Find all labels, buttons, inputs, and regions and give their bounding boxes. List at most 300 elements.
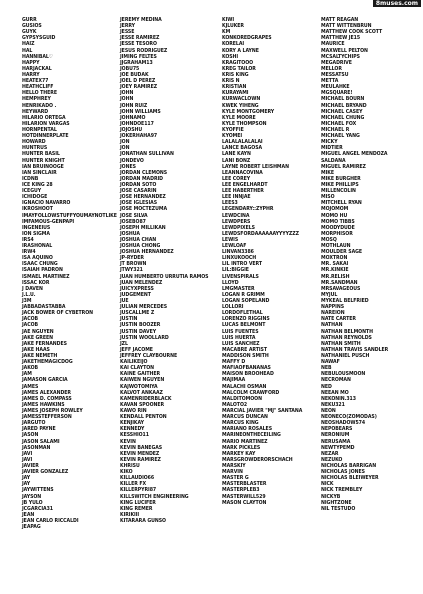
supporter-name: MIDTIER [321, 145, 343, 152]
supporter-name: JOE BUDAK [120, 71, 149, 78]
supporter-name: JP-RYDER [120, 255, 144, 262]
supporter-name: MOMO TIBBS [321, 218, 355, 225]
supporter-name: HUNTER BASIL [22, 151, 60, 158]
supporter-name: JAKE HAAS [22, 346, 50, 353]
supporter-name: JESUS RODRIGUEZ [120, 47, 168, 54]
supporter-name: JAVIER GONZALEZ [22, 469, 69, 476]
supporter-name: LOGAN R GRIMM [222, 291, 265, 298]
supporter-name: JCGARCIA31 [22, 505, 53, 512]
supporter-name: LANE KAYN [222, 151, 251, 158]
names-column-4 [321, 17, 388, 512]
supporter-name: NEEAN MO [321, 389, 349, 396]
supporter-name: MACABRE ARTIST [222, 346, 267, 353]
supporter-name: KAILIKEIJO [120, 359, 148, 366]
supporter-name: KILLAUDIO66 [120, 475, 155, 482]
supporter-name: IRASHONAL [22, 243, 53, 250]
supporter-name: JORDAN CLEMONS [120, 169, 168, 176]
supporter-name: JEREMY MEDINA [120, 17, 162, 23]
supporter-name: JESSE RAMIREZ [120, 35, 160, 42]
supporter-name: LEE ENGELHARDT [222, 181, 268, 188]
supporter-name: LEE INNJAE [222, 194, 251, 201]
supporter-name: ISSAC KOR [22, 279, 50, 286]
supporter-name: LEES3 [222, 200, 238, 207]
supporter-name: JOJOSHU [120, 126, 143, 133]
supporter-name: KALVOT ANKAAZ [120, 389, 163, 396]
supporter-name: J DAVEN [22, 285, 43, 292]
supporter-name: JERRY [120, 23, 135, 30]
supporter-name: ICHIDOGE [22, 194, 48, 201]
supporter-name: MALCOLM CRAWFORD [222, 389, 280, 396]
supporter-name: MGSQUARE! [321, 90, 353, 97]
supporter-name: NEONECO(ZOMODAS) [321, 414, 377, 421]
supporter-name: METTA [321, 78, 339, 85]
supporter-name: IRS4 [22, 236, 34, 243]
supporter-name: MEGADRIVE [321, 59, 352, 66]
supporter-name: MARSKIY [222, 462, 246, 469]
supporter-name: KOSHI [222, 53, 239, 60]
supporter-name: NAWAF [321, 359, 340, 366]
supporter-name: JAMES ALEXANDER [22, 389, 71, 396]
supporter-name: JON [120, 139, 130, 146]
supporter-name: NICHOLAS JONES [321, 469, 365, 476]
supporter-name: MATT WITTENBRUN [321, 23, 372, 30]
supporter-name: MICHAEL CHUNG [321, 114, 365, 121]
supporter-name: JARED PAYNE [22, 426, 56, 433]
supporter-name: ISMAEL MARTINEZ [22, 273, 70, 280]
names-column-3 [222, 17, 302, 506]
supporter-name: KJLUKER [222, 23, 244, 30]
supporter-name: NERUSAMA [321, 438, 351, 445]
supporter-name: MOTHLAUN [321, 243, 351, 250]
supporter-name: JUSTIN BOOZER [120, 322, 161, 329]
supporter-name: JORDAN MADRID [120, 175, 164, 182]
supporter-name: ICEGUY [22, 188, 42, 195]
supporter-name: KYLE THOMPSON [222, 120, 267, 127]
supporter-name: J.L.U. [22, 291, 36, 298]
supporter-name: MEULAHKE [321, 84, 350, 91]
supporter-name: KING REMER [120, 505, 153, 512]
supporter-name: MARKEY KAY [222, 450, 256, 457]
watermark-badge: 8muses.com [373, 0, 421, 7]
supporter-name: JOKERHAHA97 [120, 133, 158, 140]
supporter-name: MARINEONTHECEILING [222, 432, 281, 439]
supporter-name: KAI CLAYTON [120, 365, 154, 372]
supporter-name: NATHAN [321, 322, 343, 329]
supporter-name: GURR [22, 17, 37, 23]
supporter-name: JOSHUA CHONG [120, 243, 161, 250]
supporter-name: HUNTER KNIGHT [22, 157, 65, 164]
supporter-name: KAVAN SPOONER [120, 401, 165, 408]
supporter-name: JAYSON [22, 493, 42, 500]
supporter-name: JON [120, 145, 130, 152]
supporter-name: HELLO THERE [22, 90, 57, 97]
supporter-name: MOXTRON [321, 255, 348, 262]
supporter-name: MAJIMAA [222, 377, 246, 384]
supporter-name: MISO [321, 194, 335, 201]
supporter-name: NATHAN REYNOLDS [321, 334, 372, 341]
supporter-name: KENNEDY [120, 426, 145, 433]
supporter-name: KRIS N [222, 78, 240, 85]
supporter-name: KILLSWITCH ENGINEERING [120, 493, 189, 500]
supporter-name: JOSHUA [120, 230, 140, 237]
supporter-name: KYOFFIE [222, 126, 244, 133]
supporter-name: JAMES JOSEPH ROWLEY [22, 408, 83, 414]
supporter-name: MAFIAOFBANANAS [222, 365, 271, 372]
supporter-name: JOHN RUIZ [120, 102, 148, 109]
supporter-name: MATT REAGAN [321, 17, 359, 23]
supporter-name: HEMPHREY [22, 96, 51, 103]
supporter-name: JAKE NEMETH [22, 353, 58, 360]
supporter-name: KAJWOTOMIYA [120, 383, 158, 390]
supporter-name: KESSHIO11 [120, 432, 149, 439]
supporter-name: JOBU75 [120, 65, 140, 72]
supporter-name: JUDGEMENT [120, 291, 151, 298]
supporter-name: JARGUTO [22, 420, 46, 427]
supporter-name: JACOB [22, 316, 39, 323]
supporter-name: JAKOB [22, 365, 39, 372]
supporter-name: JOSE MOCTEZUMA [120, 206, 168, 213]
supporter-name: IRW4 [22, 249, 36, 256]
supporter-name: MARK PICKLES [222, 444, 261, 451]
supporter-name: MADDISON SMITH [222, 353, 269, 360]
supporter-name: MELLOR [321, 65, 342, 72]
supporter-name: KAIWEN NGUYEN [120, 377, 165, 384]
supporter-name: IKROSHOOT [22, 206, 53, 213]
supporter-name: KURWACLOWN [222, 96, 261, 103]
supporter-name: JONDEVO [120, 157, 144, 164]
supporter-name: KAWO RIN [120, 408, 147, 414]
supporter-name: KURAYAMI [222, 90, 249, 97]
supporter-name: NEKU321 [321, 401, 345, 408]
supporter-name: IAN BRUINOOGE [22, 163, 64, 170]
supporter-name: LANI BONZ [222, 157, 251, 164]
supporter-name: LORDOFLETHAL [222, 310, 263, 317]
supporter-name: NEZUKO [321, 456, 343, 463]
supporter-name: NATHAN BELMONTH [321, 328, 373, 335]
supporter-name: LALALALALALAI [222, 139, 263, 146]
supporter-name: KIKO [120, 469, 133, 476]
supporter-name: HENRIKADO . [22, 102, 57, 109]
supporter-name: MAFFY D [222, 359, 246, 366]
supporter-name: JOHN WILLIAMS [120, 108, 161, 115]
supporter-name: KM [222, 29, 231, 36]
supporter-name: JUSCALLME Z [120, 310, 155, 317]
supporter-name: NECROMAN [321, 377, 351, 384]
supporter-name: JOHNDOE117 [120, 120, 154, 127]
supporter-name: HOWARD [22, 139, 46, 146]
supporter-name: MYKEAL BELFRIED [321, 298, 369, 305]
supporter-name: MESSATSU [321, 71, 349, 78]
supporter-name: HUNTRUS [22, 145, 48, 152]
supporter-name: JOSE IGLESIAS [120, 200, 158, 207]
supporter-name: JZL [120, 340, 128, 347]
supporter-name: JAY [22, 475, 31, 482]
supporter-name: MR. SAKAI [321, 261, 349, 268]
supporter-name: HEYWARD [22, 108, 49, 115]
supporter-name: JOSHUA HERNANDEZ [120, 249, 174, 256]
supporter-name: J3M [22, 298, 32, 305]
supporter-name: JESSE [120, 29, 135, 36]
supporter-name: LORENZO RIGGINS [222, 316, 270, 323]
supporter-name: MITCHELL RYAN [321, 200, 362, 207]
supporter-name: IMFAMOUS-GENPAPI [22, 218, 75, 225]
supporter-name: NICK TREMBLEY [321, 487, 363, 494]
supporter-name: MATTHEW JE15 [321, 35, 361, 42]
supporter-name: JAMES D. COMPASS [22, 395, 72, 402]
supporter-name: JOHNAMO [120, 114, 146, 121]
supporter-name: LEE COREY [222, 175, 251, 182]
supporter-name: HARRY [22, 71, 40, 78]
credits-list [0, 17, 423, 587]
supporter-name: KHRISU [120, 462, 140, 469]
supporter-name: MARVIN [222, 469, 243, 476]
supporter-name: JUAN MELENDEZ [120, 279, 163, 286]
supporter-name: LUIS FUENTES [222, 328, 259, 335]
supporter-name: KRAGITOOO [222, 59, 254, 66]
supporter-name: HEATHCLIFF [22, 84, 54, 91]
supporter-name: KORY A LAYNE [222, 47, 259, 54]
supporter-name: MAURICE [321, 41, 345, 48]
supporter-name: JOHN [120, 96, 134, 103]
supporter-name: IMAYFOLLOWSTUFFYOUMAYNOTLIKE [22, 212, 117, 219]
supporter-name: NED [321, 383, 332, 390]
supporter-name: KILLER FX [120, 481, 147, 488]
supporter-name: JASON [22, 432, 39, 439]
supporter-name: JUSTIN WOOLLARD [120, 334, 169, 341]
supporter-name: LUCAS BELMONT [222, 322, 266, 329]
supporter-name: MORPHISOR [321, 230, 353, 237]
supporter-name: NEZAR [321, 450, 339, 457]
supporter-name: NEOSHADOW574 [321, 420, 366, 427]
supporter-name: MARCUS KING [222, 420, 259, 427]
supporter-name: NICK [321, 481, 334, 488]
supporter-name: JAYWITTENS [22, 487, 54, 494]
supporter-name: MICHAEL R [321, 126, 350, 133]
supporter-name: MASTERWILL529 [222, 493, 266, 500]
supporter-name: JAMESSTEFFERSON [22, 414, 72, 421]
supporter-name: JABBADASTABBA [22, 304, 66, 311]
supporter-name: MIKE BURGHER [321, 175, 361, 182]
supporter-name: KYLE MOORE [222, 114, 256, 121]
names-column-1 [22, 17, 117, 530]
supporter-name: LOGAN SOPELAND [222, 298, 270, 305]
supporter-name: JJGRAHAM13 [120, 59, 153, 66]
supporter-name: JUAN HUMBERTO URRUTIA RAMOS [120, 273, 209, 280]
supporter-name: JONATHAN SULLIVAN [120, 151, 174, 158]
supporter-name: NEBULOUSMOON [321, 371, 366, 378]
supporter-name: KEVIN BANEGAS [120, 444, 163, 451]
supporter-name: LUIS SANCHEZ [222, 340, 260, 347]
supporter-name: NATE CARTER [321, 316, 356, 323]
supporter-name: HARJACKAL [22, 65, 52, 72]
supporter-name: GUYK [22, 29, 37, 36]
supporter-name: MASON CLAYTON [222, 499, 267, 506]
supporter-name: KWEK YIHENG [222, 102, 259, 109]
supporter-name: GYPSYSGUID [22, 35, 56, 42]
supporter-name: MILLENCOLIN [321, 188, 356, 195]
supporter-name: LOLLORI [222, 304, 244, 311]
supporter-name: JOEL D PEREZ [120, 78, 156, 85]
supporter-name: KIRIKIII [120, 511, 140, 518]
supporter-name: LEGENDARY::ZYPHR [222, 206, 274, 213]
supporter-name: JAM [22, 371, 32, 378]
supporter-name: MATTHEW COOK SCOTT [321, 29, 383, 36]
supporter-name: KITARARA GUNSO [120, 517, 166, 524]
supporter-name: HILARIO ORTEGA [22, 114, 66, 121]
supporter-name: MASTERBLASTER [222, 481, 267, 488]
supporter-name: MARCUS DUNCAN [222, 414, 268, 421]
supporter-name: LEWDSFORDAAAAAAYYYYZZZ [222, 230, 299, 237]
supporter-name: GUSIOS [22, 23, 42, 30]
supporter-name: LEWDPIXELS [222, 224, 255, 231]
supporter-name: JASONMAN [22, 444, 51, 451]
supporter-name: LIVENSPIRALS [222, 273, 259, 280]
supporter-name: ISAIAH PADRON [22, 267, 63, 274]
supporter-name: MIGUEL RAMIREZ [321, 163, 366, 170]
supporter-name: LANCE BAGOSA [222, 145, 263, 152]
supporter-name: KORELAI [222, 41, 245, 48]
supporter-name: JAY [22, 481, 31, 488]
supporter-name: KING LUCIFER [120, 499, 156, 506]
supporter-name: NEWTYPEMD [321, 444, 355, 451]
supporter-name: NEON [321, 408, 336, 414]
supporter-name: ICDNB [22, 175, 39, 182]
supporter-name: INGENEIUS [22, 224, 51, 231]
supporter-name: NAPPINS [321, 304, 345, 311]
supporter-name: LIL INTRO VERT [222, 261, 262, 268]
supporter-name: KYOMEI [222, 133, 243, 140]
supporter-name: MARSGROWDERORSCHACH [222, 456, 293, 463]
supporter-name: MICHAEL BOURN [321, 96, 365, 103]
supporter-name: JOSE SILVA [120, 212, 148, 219]
supporter-name: JAMASON GARCIA [22, 377, 68, 384]
supporter-name: NICHOLAS BLEIWEYER [321, 475, 379, 482]
supporter-name: JACOB [22, 322, 39, 329]
supporter-name: LINVAN3386 [222, 249, 254, 256]
supporter-name: JOSEBO87 [120, 218, 146, 225]
supporter-name: MOMO HU [321, 212, 348, 219]
supporter-name: HAL [22, 47, 33, 54]
supporter-name: LEWIS [222, 236, 239, 243]
supporter-name: ISAAC CHUNG [22, 261, 58, 268]
supporter-name: MAISON BROOHEAD [222, 371, 274, 378]
supporter-name: HAPPY [22, 59, 40, 66]
supporter-name: MASTERPLEB3 [222, 487, 260, 494]
supporter-name: MR.SANDMAN [321, 279, 358, 286]
supporter-name: MICHAEL YANG [321, 133, 360, 140]
supporter-name: MCSALTYCHIPS [321, 53, 360, 60]
supporter-name: JOSE HERNANDEZ [120, 194, 166, 201]
supporter-name: MICHAEL BRYAND [321, 102, 367, 109]
supporter-name: JAMES HAWKINS [22, 401, 65, 408]
supporter-name: LLOYD [222, 279, 239, 286]
supporter-name: JAVIER [22, 462, 39, 469]
names-column-2 [120, 17, 208, 524]
supporter-name: LEWDCINA [222, 212, 250, 219]
supporter-name: LEE HABERTHER [222, 188, 264, 195]
supporter-name: JEFF JACOME [120, 346, 153, 353]
supporter-name: JTWY321 [120, 267, 143, 274]
supporter-name: MALDITOMOON [222, 395, 262, 402]
supporter-name: KONKOREDGRAPES [222, 35, 272, 42]
supporter-name: JT BROWN [120, 261, 147, 268]
supporter-name: NEB [321, 365, 332, 372]
supporter-name: KRIS KING [222, 71, 249, 78]
supporter-name: HAIZ [22, 41, 35, 48]
supporter-name: JUSTIN DAVEY [120, 328, 157, 335]
supporter-name: JUSTIN [120, 316, 138, 323]
supporter-name: JEFFREY CLAYBOURNE [120, 353, 178, 360]
supporter-name: JEAN [22, 511, 35, 518]
supporter-name: HEATEX77 [22, 78, 49, 85]
supporter-name: NICKYB [321, 493, 341, 500]
supporter-name: JAKE GREEN [22, 334, 53, 341]
supporter-name: HORNPENTAL [22, 126, 57, 133]
supporter-name: IGNACIO NAVARRO [22, 200, 71, 207]
supporter-name: MALOTO2 [222, 401, 248, 408]
supporter-name: MARIO MARTINEZ [222, 438, 268, 445]
supporter-name: JONES [120, 163, 136, 170]
supporter-name: NIGHTZONE [321, 499, 352, 506]
supporter-name: MICKY [321, 139, 338, 146]
supporter-name: MOULDER SAGE [321, 249, 363, 256]
supporter-name: JAVI [22, 456, 33, 463]
supporter-name: JULIAN MERCEDES [120, 304, 168, 311]
supporter-name: MIKE [321, 169, 334, 176]
supporter-name: LEWDPERS [222, 218, 251, 225]
supporter-name: LEANNACOVINA [222, 169, 263, 176]
supporter-name: KENJIKAY [120, 420, 144, 427]
supporter-name: MIGUEL ANGEL MENDOZA [321, 151, 388, 158]
supporter-name: KIWI [222, 17, 235, 23]
supporter-name: JOSE CASARIN [120, 188, 157, 195]
supporter-name: KRISTIAN [222, 84, 247, 91]
supporter-name: JORDAN SOTO [120, 181, 157, 188]
supporter-name: MR.RELISH [321, 273, 350, 280]
supporter-name: SALDANA [321, 157, 346, 164]
supporter-name: JAKETHEMAGICDOG [22, 359, 73, 366]
supporter-name: LIL:BIGGIE [222, 267, 249, 274]
supporter-name: NICHOLAS BARRIGAN [321, 462, 377, 469]
supporter-name: LMGMASTER [222, 285, 255, 292]
supporter-name: ICE KING 28 [22, 181, 53, 188]
supporter-name: JAVI [22, 450, 33, 457]
supporter-name: HANNIBAL♡ [22, 53, 53, 60]
supporter-name: KENDALL PENTON [120, 414, 167, 421]
supporter-name: IAN SINCLAIR [22, 169, 57, 176]
supporter-name: JAE NGUYEN [22, 328, 54, 335]
supporter-name: MIKE PHILLIPS [321, 181, 359, 188]
supporter-name: NIL TESTUDO [321, 505, 356, 512]
supporter-name: MICHAEL CASEY [321, 108, 363, 115]
supporter-name: KAINE GAITHER [120, 371, 161, 378]
supporter-name: MAXWELL PELTON [321, 47, 368, 54]
supporter-name: MR.KINKIE [321, 267, 349, 274]
supporter-name: JOHN [120, 90, 134, 97]
supporter-name: MARIANO ROSALES [222, 426, 273, 433]
supporter-name: MOSQ [321, 236, 337, 243]
supporter-name: NAREION [321, 310, 345, 317]
supporter-name: JESSE TESORO [120, 41, 157, 48]
supporter-name: JEAN CARLO RICCALDI [22, 517, 79, 524]
supporter-name: MRSAVAGEOUS [321, 285, 361, 292]
supporter-name: LEWLOAF [222, 243, 247, 250]
supporter-name: MYJUL [321, 291, 338, 298]
supporter-name: MARCIAL JAVIER "MJ" SANTANA [222, 408, 303, 414]
supporter-name: JOSEPH MILLIKAN [120, 224, 166, 231]
supporter-name: KEVIN [120, 438, 136, 445]
supporter-name: JACK BOWER OF CYBETRON [22, 310, 93, 317]
